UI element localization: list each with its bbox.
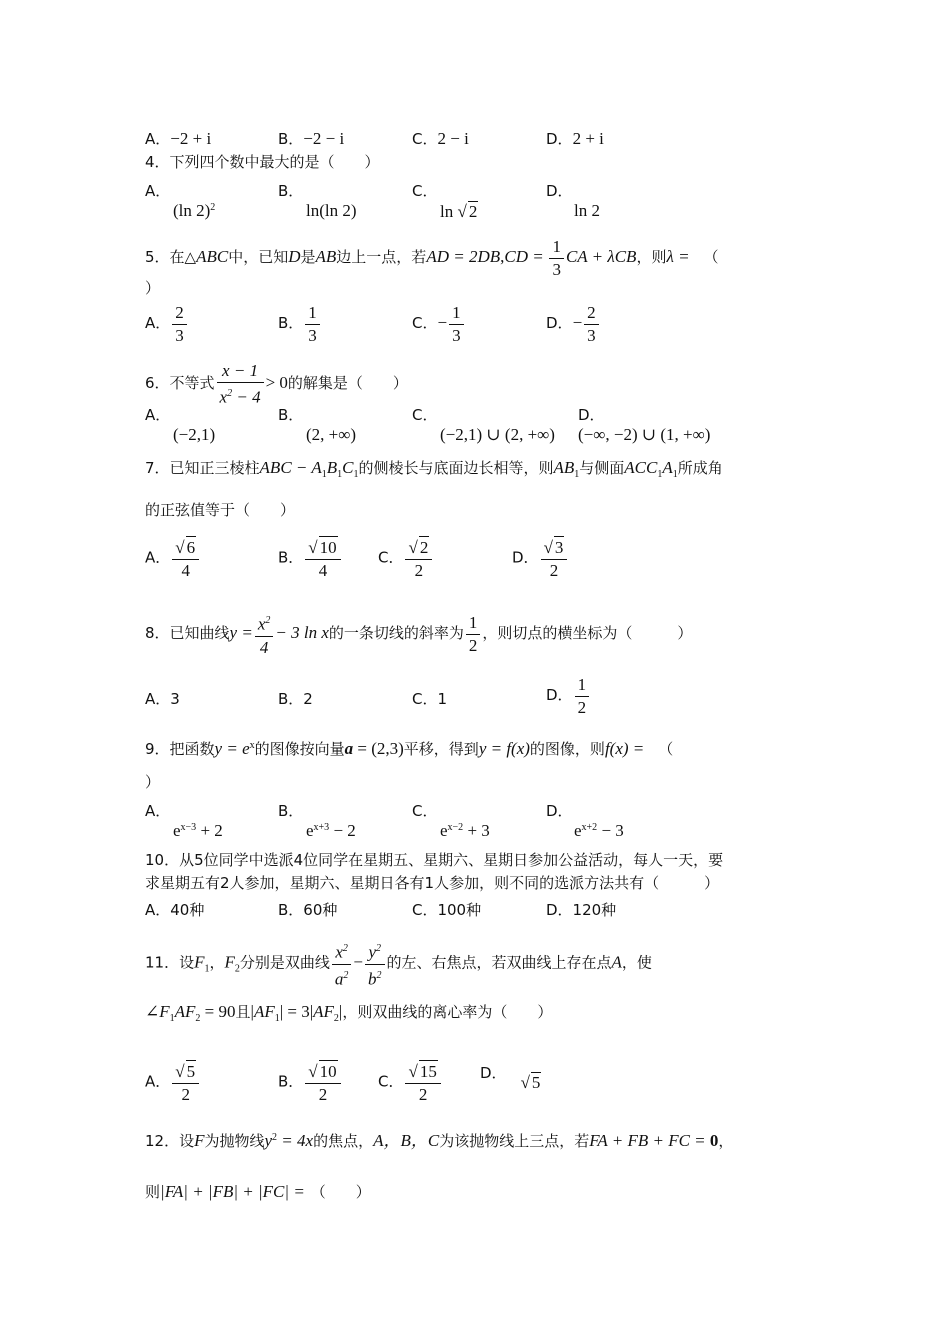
q3-option-c <box>412 128 469 149</box>
superscript: x+3 <box>313 822 330 833</box>
option-value: 2 + i <box>572 129 604 148</box>
text: ， <box>718 1132 734 1150</box>
text: 7．已知正三棱柱 <box>145 459 260 477</box>
q8-option-d <box>546 674 591 719</box>
denominator: a <box>334 969 344 989</box>
denominator: 3 <box>552 260 561 279</box>
text: 分别是双曲线 <box>239 953 330 972</box>
denominator: x <box>219 387 228 407</box>
q6-option-d <box>578 404 710 445</box>
math: ACC <box>624 458 658 477</box>
math: CA + λCB <box>565 246 637 266</box>
subscript: 1 <box>657 469 663 480</box>
option-rest: + 3 <box>463 821 490 840</box>
option-label: D． <box>546 802 573 820</box>
q8-option-b <box>278 688 313 709</box>
q6-option-b <box>278 404 356 445</box>
option-label: A． <box>145 182 171 200</box>
q5-option-c <box>412 302 466 347</box>
option-label: B． <box>278 182 304 200</box>
text: 的焦点， <box>313 1132 374 1150</box>
option-value: (−∞, −2) ∪ (1, +∞) <box>578 425 711 444</box>
option-label: A． <box>145 130 171 148</box>
denominator: 2 <box>468 635 478 655</box>
superscript: x−2 <box>447 822 464 833</box>
q12-stem-line2 <box>145 1182 371 1203</box>
option-value: 3 <box>170 690 180 708</box>
q5-option-a <box>145 302 189 347</box>
text: 中，已知 <box>228 247 289 266</box>
text: 与侧面 <box>579 459 625 477</box>
text: 8．已知曲线 <box>145 623 230 642</box>
q11-stem-line2: $\angle F_1AF_2 = 90$且$|AF_1| = 3|AF_2|$，则双曲线的离心率为（ ） <box>145 1002 553 1024</box>
q9-option-a <box>145 800 223 841</box>
math: C <box>342 458 354 477</box>
text: ，则 <box>636 247 667 266</box>
subscript: 1 <box>169 1013 175 1024</box>
q4-option-c: C． ln √ 2 <box>412 182 478 221</box>
option-label: A． <box>145 690 171 708</box>
option-label: C． <box>412 313 438 332</box>
math: A，B，C <box>373 1131 440 1150</box>
option-value: (2, +∞) <box>306 425 357 444</box>
text: 5．在△ <box>145 247 197 266</box>
superscript: 2 <box>376 969 382 981</box>
superscript: 2 <box>376 943 382 954</box>
math: CD = <box>504 246 544 266</box>
text: （ <box>703 247 719 266</box>
subscript: 1 <box>321 469 327 480</box>
text: 是 <box>300 247 316 266</box>
math: y = e <box>214 739 250 758</box>
math: λ = <box>666 246 690 266</box>
text: 的解集是（ ） <box>287 373 408 392</box>
math: = 90 <box>200 1002 236 1021</box>
q10-stem-line1: 10．从5位同学中选派4位同学在星期五、星期六、星期日参加公益活动，每人一天，要 <box>145 851 724 869</box>
option-value: 1 <box>437 690 448 708</box>
option-label: C． <box>412 802 438 820</box>
text: 则 <box>145 1183 161 1201</box>
radicand: 2 <box>468 202 478 221</box>
option-label: B． <box>278 130 304 148</box>
q4-option-b <box>278 180 357 221</box>
numerator: 2 <box>172 302 187 325</box>
q8-option-c <box>412 688 447 709</box>
text: ， <box>209 953 225 972</box>
superscript: x+2 <box>581 822 598 833</box>
math: |FA| + |FB| + |FC| = <box>160 1182 305 1201</box>
math: B <box>326 458 338 477</box>
q12-stem <box>145 1128 733 1152</box>
math: ∠F <box>145 1002 170 1021</box>
q3-option-b <box>278 128 344 149</box>
q4-stem: 4．下列四个数中最大的是（ ） <box>145 153 380 171</box>
denominator: 3 <box>175 326 184 345</box>
option-value: ln <box>440 202 458 221</box>
numerator: 1 <box>449 302 464 325</box>
option-label: D． <box>512 548 539 567</box>
radicand: 10 <box>319 538 337 557</box>
superscript: 2 <box>272 1132 278 1143</box>
denominator: 2 <box>549 561 559 580</box>
option-rest: − 3 <box>597 821 624 840</box>
q7-option-a: A． $\frac{√ 6}{4}$ <box>145 536 201 582</box>
option-label: C． <box>412 406 438 424</box>
superscript: 2 <box>342 943 348 954</box>
option-label: B． <box>278 313 304 332</box>
option-value: e <box>306 821 314 840</box>
math: F <box>224 952 235 972</box>
superscript: x−3 <box>180 822 197 833</box>
q4-option-a <box>145 180 215 221</box>
q5-close-paren: ） <box>145 279 161 297</box>
numerator: x <box>335 942 343 962</box>
math: , <box>500 246 505 266</box>
math: D <box>288 246 301 266</box>
option-label: C． <box>378 1072 404 1091</box>
option-label: B． <box>278 548 304 567</box>
option-label: D． <box>546 130 573 148</box>
option-value: e <box>440 821 448 840</box>
q10-option-c: C．100种 <box>412 901 482 919</box>
radicand: 3 <box>554 538 564 557</box>
numerator: 1 <box>305 302 320 325</box>
option-value: −2 + i <box>170 129 212 148</box>
math: − <box>353 952 363 972</box>
text: 的侧棱长与底面边长相等，则 <box>358 459 554 477</box>
q11-option-c: C． $\frac{√ 15}{2}$ <box>378 1060 443 1106</box>
subscript: 1 <box>353 469 359 480</box>
q3-option-a <box>145 128 211 149</box>
sign: − <box>437 312 448 332</box>
denominator: 3 <box>587 326 596 345</box>
option-label: B． <box>278 1072 304 1091</box>
q11-option-b: B． $\frac{√ 10}{2}$ <box>278 1060 343 1106</box>
math: A <box>611 952 622 972</box>
text: 的一条切线的斜率为 <box>328 623 464 642</box>
math: A <box>662 458 673 477</box>
q9-stem <box>145 736 673 760</box>
numerator: x − 1 <box>217 360 264 383</box>
text: 11．设 <box>145 953 195 972</box>
superscript: 2 <box>265 615 271 626</box>
math: y <box>264 1131 273 1150</box>
numerator: 1 <box>549 236 564 259</box>
denominator: 4 <box>259 637 269 657</box>
option-label: D． <box>480 1064 507 1082</box>
text: 边上一点，若 <box>336 247 427 266</box>
option-label: D． <box>546 313 573 332</box>
math: AF <box>313 1002 334 1021</box>
radicand: 5 <box>531 1073 541 1092</box>
zero-vector: 0 <box>709 1131 719 1150</box>
radicand: 10 <box>319 1062 337 1081</box>
denominator: 2 <box>577 698 587 717</box>
superscript: 2 <box>343 969 349 981</box>
text: 的图像，则 <box>529 740 605 758</box>
text: 且 <box>235 1003 251 1021</box>
math: > 0 <box>265 372 288 392</box>
option-label: A． <box>145 406 171 424</box>
math: FA + FB + FC = <box>589 1131 710 1150</box>
numerator: 2 <box>584 302 599 325</box>
denominator: 3 <box>452 326 461 345</box>
radicand: 15 <box>419 1062 437 1081</box>
option-value: 2 <box>303 690 313 708</box>
subscript: 2 <box>234 963 240 975</box>
superscript: 2 <box>210 202 216 213</box>
option-label: C． <box>412 182 438 200</box>
text: （ ） <box>310 1183 371 1201</box>
text: 为抛物线 <box>204 1132 265 1150</box>
option-value: 2 − i <box>437 129 469 148</box>
math: F <box>194 1131 205 1150</box>
q9-option-d <box>546 800 624 841</box>
q7-option-d: D． $\frac{√ 3}{2}$ <box>512 536 569 582</box>
subscript: 2 <box>195 1013 201 1024</box>
math: = (2,3) <box>353 739 404 758</box>
superscript: 2 <box>227 388 233 399</box>
denominator: b <box>368 969 377 989</box>
text: 的左、右焦点，若双曲线上存在点 <box>386 953 612 972</box>
vector: a <box>344 739 354 758</box>
sign: − <box>572 312 583 332</box>
option-value: −2 − i <box>303 129 345 148</box>
q6-stem <box>145 360 408 409</box>
text: ，使 <box>621 953 652 972</box>
math: = 4x <box>277 1131 314 1150</box>
option-label: A． <box>145 802 171 820</box>
text: 平移，得到 <box>403 740 479 758</box>
math: f(x) = <box>604 739 645 758</box>
option-label: A． <box>145 1072 171 1091</box>
q5-stem <box>145 236 719 281</box>
math: AD = 2DB <box>426 246 501 266</box>
option-label: D． <box>578 406 605 424</box>
math: ABC <box>196 246 229 266</box>
math: y = f(x) <box>478 739 530 758</box>
denominator-rest: − 4 <box>232 387 261 407</box>
q11-option-a: A． $\frac{√ 5}{2}$ <box>145 1060 201 1106</box>
option-label: B． <box>278 802 304 820</box>
q11-option-d: D． √ 5 <box>480 1064 541 1092</box>
denominator: 2 <box>418 1085 428 1104</box>
option-label: C． <box>378 548 404 567</box>
option-rest: + 2 <box>196 821 223 840</box>
option-label: A． <box>145 548 171 567</box>
subscript: 1 <box>672 469 678 480</box>
subscript: 1 <box>274 1013 280 1024</box>
math: ABC − A <box>259 458 322 477</box>
option-label: C． <box>412 690 438 708</box>
option-value: (−2,1) ∪ (2, +∞) <box>440 425 555 444</box>
option-value: e <box>574 821 582 840</box>
superscript: x <box>249 740 255 751</box>
subscript: 1 <box>574 469 580 480</box>
q9-option-b <box>278 800 356 841</box>
text: （ <box>658 740 674 758</box>
numerator: y <box>368 942 377 962</box>
denominator: 2 <box>414 561 424 580</box>
text: ，则切点的横坐标为（ ） <box>482 623 693 642</box>
q9-close-paren: ） <box>145 773 161 791</box>
option-label: B． <box>278 690 304 708</box>
option-value: ln 2 <box>574 201 600 220</box>
math: = 3 <box>283 1002 310 1021</box>
denominator: 2 <box>181 1085 190 1104</box>
q7-stem <box>145 458 723 485</box>
math: AB <box>315 246 337 266</box>
q3-option-d <box>546 128 604 149</box>
denominator: 3 <box>308 326 317 345</box>
text: 12．设 <box>145 1132 195 1150</box>
option-value: ln(ln 2) <box>306 201 357 220</box>
numerator: x <box>257 614 266 634</box>
math: F <box>194 952 205 972</box>
option-label: A． <box>145 313 171 332</box>
math: − 3 ln x <box>275 622 329 642</box>
q8-stem <box>145 610 692 659</box>
radicand: 2 <box>419 538 429 557</box>
q10-option-b: B．60种 <box>278 901 338 919</box>
text: 为该抛物线上三点，若 <box>439 1132 590 1150</box>
q5-option-b <box>278 302 322 347</box>
text: ，则双曲线的离心率为（ ） <box>342 1003 553 1021</box>
denominator: 4 <box>318 561 328 580</box>
numerator: 1 <box>575 674 590 697</box>
text: 9．把函数 <box>145 740 215 758</box>
option-rest: − 2 <box>329 821 356 840</box>
q9-option-c <box>412 800 490 841</box>
subscript: 2 <box>333 1013 339 1024</box>
q8-option-a <box>145 688 180 709</box>
subscript: 1 <box>204 963 210 975</box>
text: 的图像按向量 <box>254 740 345 758</box>
denominator: 4 <box>181 561 190 580</box>
q7-option-b: B． $\frac{√ 10}{4}$ <box>278 536 343 582</box>
q11-stem <box>145 938 652 990</box>
math: y = <box>229 622 253 642</box>
option-value: e <box>173 821 181 840</box>
text: 所成角 <box>677 459 723 477</box>
option-label: B． <box>278 406 304 424</box>
option-label: D． <box>546 685 573 704</box>
q6-option-c <box>412 404 555 445</box>
fraction <box>549 236 564 281</box>
math: AF <box>174 1002 196 1021</box>
q6-option-a <box>145 404 215 445</box>
q10-option-d: D．120种 <box>546 901 617 919</box>
q10-stem-line2: 求星期五有2人参加，星期六、星期日各有1人参加，则不同的选派方法共有（ ） <box>145 874 720 892</box>
q7-stem-line2: 的正弦值等于（ ） <box>145 501 296 519</box>
q4-option-d <box>546 180 600 221</box>
option-value: (ln 2) <box>173 201 211 220</box>
q10-option-a: A．40种 <box>145 901 205 919</box>
math: AB <box>553 458 575 477</box>
q7-option-c: C． $\frac{√ 2}{2}$ <box>378 536 434 582</box>
radicand: 5 <box>186 1062 196 1081</box>
option-value: (−2,1) <box>173 425 216 444</box>
q5-option-d <box>546 302 601 347</box>
math: AF <box>253 1002 275 1021</box>
text: 6．不等式 <box>145 373 215 392</box>
denominator: 2 <box>318 1085 328 1104</box>
subscript: 1 <box>337 469 343 480</box>
numerator: 1 <box>466 612 481 635</box>
option-label: C． <box>412 130 438 148</box>
option-label: D． <box>546 182 573 200</box>
radicand: 6 <box>186 538 196 557</box>
